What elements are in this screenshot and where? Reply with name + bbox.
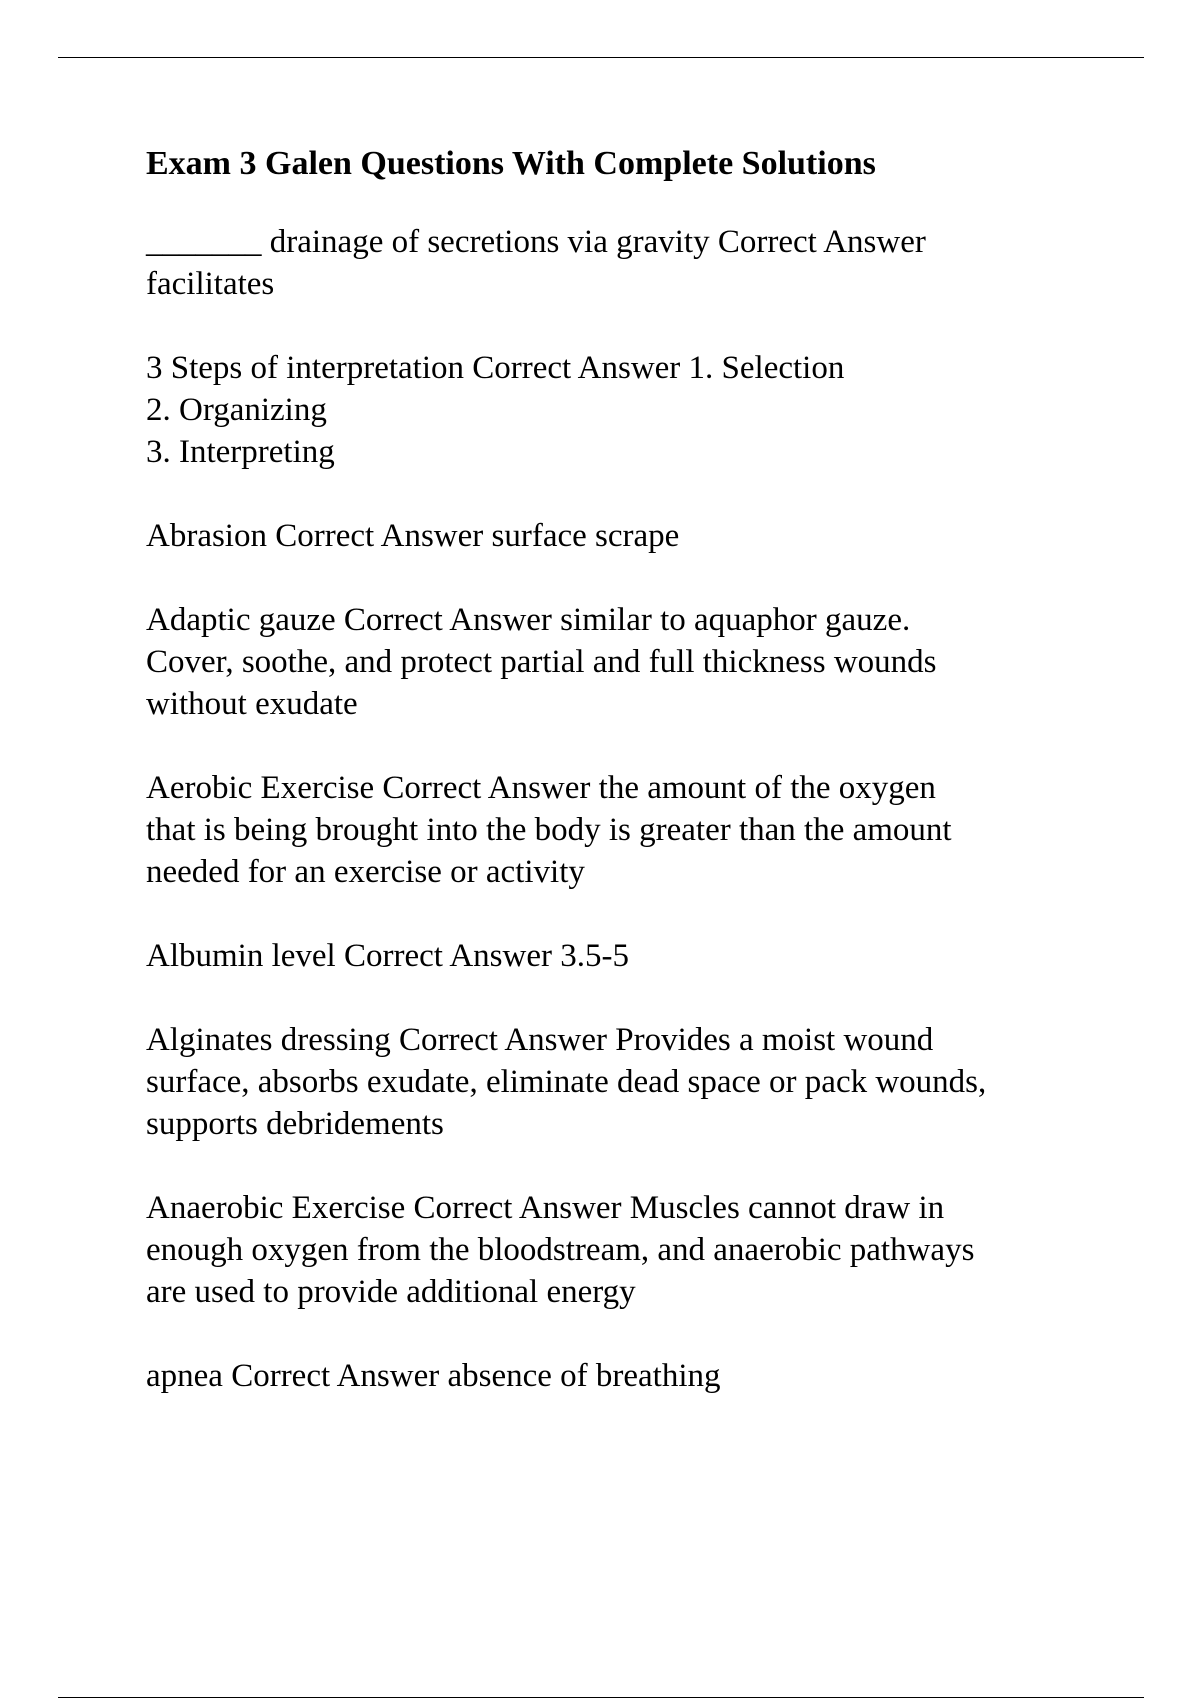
qa-entry-albumin-level: Albumin level Correct Answer 3.5-5 bbox=[146, 938, 629, 974]
qa-entry-anaerobic-exercise: Anaerobic Exercise Correct Answer Muscles cannot draw in enough oxygen from the bloodstream, and anaerobic pathways are used to provide additional energy bbox=[146, 1190, 975, 1310]
qa-entry-alginates-dressing: Alginates dressing Correct Answer Provides a moist wound surface, absorbs exudate, eliminate dead space or pack wounds, supports debridements bbox=[146, 1022, 987, 1142]
header-rule bbox=[58, 57, 1144, 58]
footer-rule bbox=[58, 1697, 1144, 1698]
qa-entry-abrasion: Abrasion Correct Answer surface scrape bbox=[146, 518, 680, 554]
qa-entry-apnea: apnea Correct Answer absence of breathing bbox=[146, 1358, 721, 1394]
document-body bbox=[146, 143, 1086, 1439]
document-title: Exam 3 Galen Questions With Complete Solutions bbox=[146, 145, 876, 182]
qa-entry-interpretation-steps: 3 Steps of interpretation Correct Answer 1. Selection 2. Organizing 3. Interpreting bbox=[146, 350, 845, 470]
qa-entry-adaptic-gauze: Adaptic gauze Correct Answer similar to aquaphor gauze. Cover, soothe, and protect partial and full thickness wounds without exudate bbox=[146, 602, 937, 722]
qa-entry-aerobic-exercise: Aerobic Exercise Correct Answer the amount of the oxygen that is being brought into the body is greater than the amount needed for an exercise or activity bbox=[146, 770, 952, 890]
qa-entry-facilitates: _______ drainage of secretions via gravity Correct Answer facilitates bbox=[146, 224, 926, 302]
